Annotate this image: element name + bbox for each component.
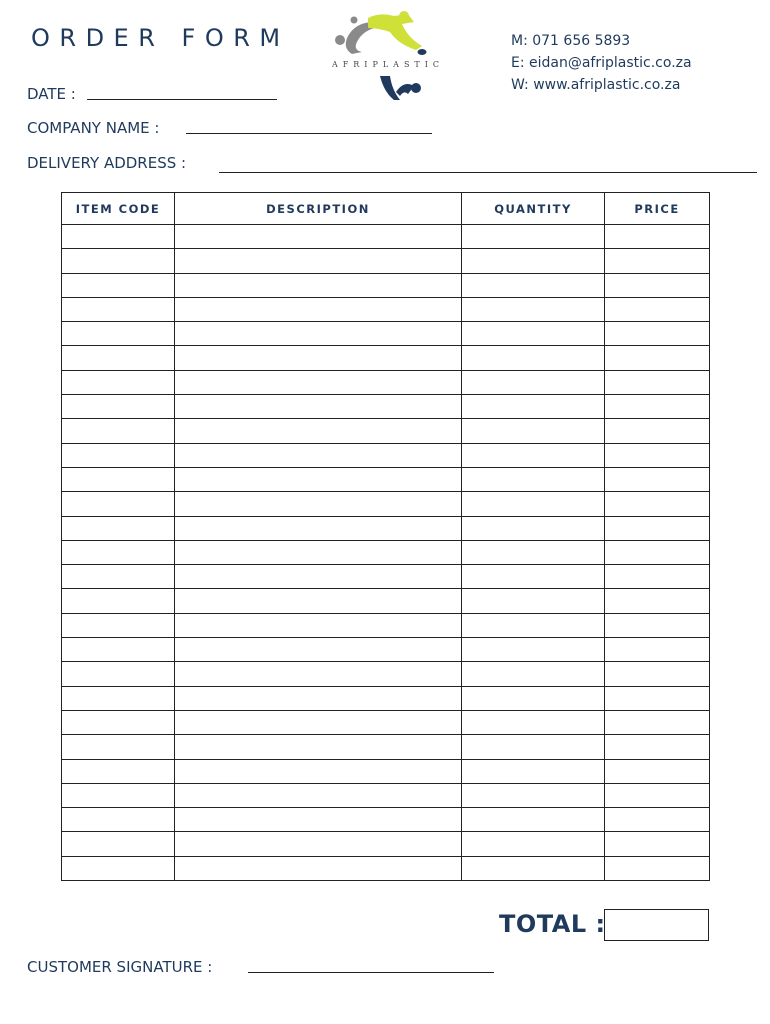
total-label: TOTAL : (499, 910, 606, 938)
table-row (62, 808, 710, 832)
table-header-row (62, 193, 710, 225)
item-code-cell[interactable] (62, 395, 175, 419)
table-row (62, 856, 710, 880)
item-code-cell[interactable] (62, 225, 175, 249)
description-cell[interactable] (175, 808, 462, 832)
quantity-cell[interactable] (462, 589, 605, 613)
contact-email: E: eidan@afriplastic.co.za (511, 55, 692, 71)
quantity-cell[interactable] (462, 856, 605, 880)
quantity-cell[interactable] (462, 273, 605, 297)
price-cell[interactable] (605, 492, 710, 516)
description-cell[interactable] (175, 322, 462, 346)
delivery-field (27, 154, 186, 172)
quantity-cell[interactable] (462, 540, 605, 564)
quantity-cell[interactable] (462, 225, 605, 249)
item-code-cell[interactable] (62, 686, 175, 710)
price-cell[interactable] (605, 443, 710, 467)
signature-field (27, 958, 212, 976)
item-code-cell[interactable] (62, 613, 175, 637)
price-cell[interactable] (605, 589, 710, 613)
item-code-cell[interactable] (62, 322, 175, 346)
table-row (62, 613, 710, 637)
quantity-cell[interactable] (462, 686, 605, 710)
description-cell[interactable] (175, 225, 462, 249)
item-code-cell[interactable] (62, 540, 175, 564)
price-cell[interactable] (605, 710, 710, 734)
price-cell[interactable] (605, 808, 710, 832)
date-input-line[interactable] (87, 99, 277, 100)
description-cell[interactable] (175, 273, 462, 297)
price-cell[interactable] (605, 273, 710, 297)
item-code-cell[interactable] (62, 516, 175, 540)
date-field (27, 85, 76, 103)
order-rows (62, 225, 710, 881)
col-item-code: ITEM CODE (62, 193, 175, 225)
table-row (62, 710, 710, 734)
price-cell[interactable] (605, 759, 710, 783)
description-cell[interactable] (175, 662, 462, 686)
price-cell[interactable] (605, 395, 710, 419)
item-code-cell[interactable] (62, 856, 175, 880)
table-row (62, 783, 710, 807)
total-input-box[interactable] (604, 909, 709, 941)
table-row (62, 370, 710, 394)
description-cell[interactable] (175, 783, 462, 807)
price-cell[interactable] (605, 297, 710, 321)
table-row (62, 516, 710, 540)
quantity-cell[interactable] (462, 370, 605, 394)
quantity-cell[interactable] (462, 735, 605, 759)
quantity-cell[interactable] (462, 419, 605, 443)
delivery-input-line[interactable] (219, 172, 757, 173)
table-row (62, 638, 710, 662)
item-code-cell[interactable] (62, 249, 175, 273)
price-cell[interactable] (605, 346, 710, 370)
price-cell[interactable] (605, 225, 710, 249)
quantity-cell[interactable] (462, 443, 605, 467)
item-code-cell[interactable] (62, 419, 175, 443)
item-code-cell[interactable] (62, 638, 175, 662)
quantity-cell[interactable] (462, 710, 605, 734)
price-cell[interactable] (605, 419, 710, 443)
form-title: ORDER FORM (31, 24, 290, 52)
col-quantity: QUANTITY (462, 193, 605, 225)
description-cell[interactable] (175, 467, 462, 491)
price-cell[interactable] (605, 516, 710, 540)
afriplastic-logo (322, 10, 454, 102)
table-row (62, 832, 710, 856)
quantity-cell[interactable] (462, 297, 605, 321)
description-cell[interactable] (175, 565, 462, 589)
item-code-cell[interactable] (62, 273, 175, 297)
description-cell[interactable] (175, 613, 462, 637)
price-cell[interactable] (605, 783, 710, 807)
date-label: DATE : (27, 85, 76, 103)
price-cell[interactable] (605, 322, 710, 346)
description-cell[interactable] (175, 735, 462, 759)
price-cell[interactable] (605, 540, 710, 564)
description-cell[interactable] (175, 443, 462, 467)
price-cell[interactable] (605, 735, 710, 759)
price-cell[interactable] (605, 686, 710, 710)
item-code-cell[interactable] (62, 808, 175, 832)
quantity-cell[interactable] (462, 832, 605, 856)
table-row (62, 735, 710, 759)
item-code-cell[interactable] (62, 467, 175, 491)
description-cell[interactable] (175, 540, 462, 564)
table-row (62, 467, 710, 491)
item-code-cell[interactable] (62, 589, 175, 613)
table-row (62, 249, 710, 273)
item-code-cell[interactable] (62, 662, 175, 686)
quantity-cell[interactable] (462, 662, 605, 686)
description-cell[interactable] (175, 638, 462, 662)
price-cell[interactable] (605, 613, 710, 637)
quantity-cell[interactable] (462, 467, 605, 491)
table-row (62, 419, 710, 443)
price-cell[interactable] (605, 249, 710, 273)
delivery-label: DELIVERY ADDRESS : (27, 154, 187, 172)
item-code-cell[interactable] (62, 443, 175, 467)
contact-website: W: www.afriplastic.co.za (511, 77, 681, 93)
table-row (62, 297, 710, 321)
table-row (62, 273, 710, 297)
table-row (62, 589, 710, 613)
price-cell[interactable] (605, 662, 710, 686)
signature-input-line[interactable] (248, 972, 494, 973)
quantity-cell[interactable] (462, 783, 605, 807)
table-row (62, 322, 710, 346)
quantity-cell[interactable] (462, 638, 605, 662)
quantity-cell[interactable] (462, 759, 605, 783)
quantity-cell[interactable] (462, 565, 605, 589)
price-cell[interactable] (605, 856, 710, 880)
quantity-cell[interactable] (462, 249, 605, 273)
afriplastic-logo-icon (322, 10, 454, 102)
company-input-line[interactable] (186, 133, 432, 134)
quantity-cell[interactable] (462, 395, 605, 419)
order-table (61, 192, 710, 881)
item-code-cell[interactable] (62, 297, 175, 321)
table-row (62, 346, 710, 370)
contact-block (511, 30, 692, 96)
table-row (62, 395, 710, 419)
description-cell[interactable] (175, 759, 462, 783)
item-code-cell[interactable] (62, 783, 175, 807)
item-code-cell[interactable] (62, 735, 175, 759)
item-code-cell[interactable] (62, 710, 175, 734)
price-cell[interactable] (605, 832, 710, 856)
quantity-cell[interactable] (462, 613, 605, 637)
table-row (62, 759, 710, 783)
item-code-cell[interactable] (62, 346, 175, 370)
table-row (62, 443, 710, 467)
description-cell[interactable] (175, 419, 462, 443)
table-row (62, 662, 710, 686)
item-code-cell[interactable] (62, 492, 175, 516)
quantity-cell[interactable] (462, 322, 605, 346)
quantity-cell[interactable] (462, 808, 605, 832)
description-cell[interactable] (175, 370, 462, 394)
item-code-cell[interactable] (62, 759, 175, 783)
description-cell[interactable] (175, 686, 462, 710)
description-cell[interactable] (175, 710, 462, 734)
contact-mobile: M: 071 656 5893 (511, 33, 631, 49)
quantity-cell[interactable] (462, 346, 605, 370)
company-label: COMPANY NAME : (27, 119, 160, 137)
description-cell[interactable] (175, 516, 462, 540)
company-field (27, 119, 159, 137)
col-price: PRICE (605, 193, 710, 225)
table-row (62, 492, 710, 516)
table-row (62, 540, 710, 564)
signature-label: CUSTOMER SIGNATURE : (27, 958, 213, 976)
item-code-cell[interactable] (62, 565, 175, 589)
description-cell[interactable] (175, 856, 462, 880)
quantity-cell[interactable] (462, 516, 605, 540)
description-cell[interactable] (175, 589, 462, 613)
description-cell[interactable] (175, 492, 462, 516)
quantity-cell[interactable] (462, 492, 605, 516)
description-cell[interactable] (175, 832, 462, 856)
description-cell[interactable] (175, 249, 462, 273)
description-cell[interactable] (175, 395, 462, 419)
table-row (62, 565, 710, 589)
table-row (62, 225, 710, 249)
item-code-cell[interactable] (62, 832, 175, 856)
logo-text: AFRIPLASTIC (331, 60, 445, 69)
description-cell[interactable] (175, 346, 462, 370)
price-cell[interactable] (605, 638, 710, 662)
table-row (62, 686, 710, 710)
price-cell[interactable] (605, 370, 710, 394)
description-cell[interactable] (175, 297, 462, 321)
price-cell[interactable] (605, 467, 710, 491)
col-description: DESCRIPTION (175, 193, 462, 225)
price-cell[interactable] (605, 565, 710, 589)
item-code-cell[interactable] (62, 370, 175, 394)
